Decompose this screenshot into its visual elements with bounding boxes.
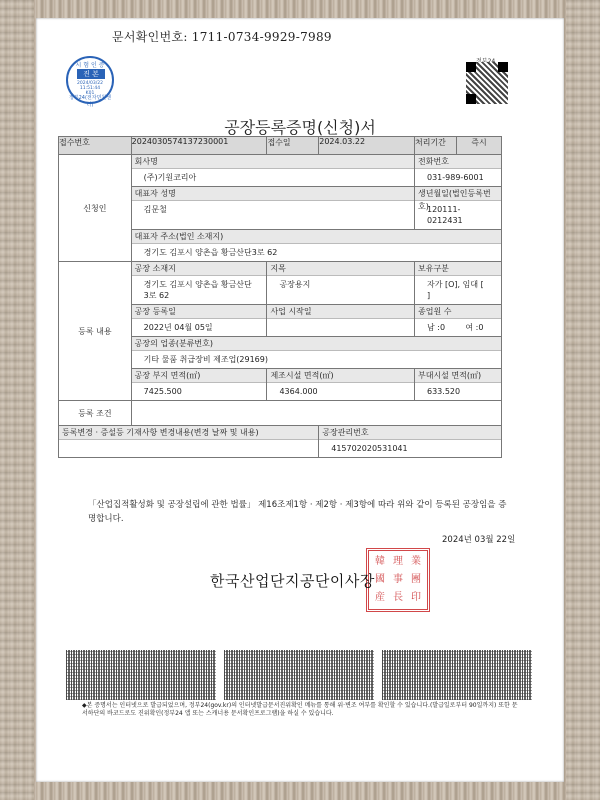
conditions-row	[59, 401, 502, 426]
certification-statement: 「산업집적활성화 및 공장설립에 관한 법률」 제16조제1항 · 제2항 · 제3항에 따라 위와 같이 등록된 공장임을 증명합니다.	[88, 500, 507, 524]
document-title: 공장등록증명(신청)서	[224, 118, 376, 137]
processing-value: 즉시	[456, 137, 501, 155]
mfg-area-label: 제조시설 면적(㎡)	[267, 369, 414, 383]
location-value: 경기도 김포시 양촌읍 황금산단3로 62	[143, 280, 252, 300]
seal-datetime: 2024/03/22 11:51:44 K01	[77, 81, 103, 96]
phone-value: 031-989-6001	[427, 173, 484, 182]
address-value: 경기도 김포시 양촌읍 황금산단3로 62	[143, 248, 278, 257]
verification-barcode-1	[66, 650, 216, 700]
location-label: 공장 소재지	[132, 262, 267, 276]
employees-value: 남 :0 여 :0	[427, 323, 484, 332]
conditions-label: 등록 조건	[59, 401, 132, 426]
site-area-label: 공장 부지 면적(㎡)	[132, 369, 267, 383]
verification-barcode-2	[224, 650, 374, 700]
birth-value: 120111-0212431	[427, 205, 463, 225]
site-area-value: 7425.500	[143, 387, 182, 396]
verification-barcode-3	[382, 650, 532, 700]
owner-value: 자가 [O], 임대 [ ]	[427, 280, 484, 300]
receipt-date-label: 접수일	[267, 137, 319, 155]
issue-date: 2024년 03월 22일	[442, 535, 516, 545]
company-value: (주)기원코리아	[143, 173, 197, 182]
document-number: 문서확인번호: 1711-0734-9929-7989	[112, 30, 332, 44]
registration-section-label: 등록 내용	[59, 262, 132, 401]
receipt-date: 2024.03.22	[319, 137, 415, 155]
industry-label: 공장의 업종(분류번호)	[132, 337, 501, 351]
owner-label: 보유구분	[415, 262, 501, 276]
seal-bottom-text: 정부24(전자민원센터)	[68, 95, 112, 108]
industry-value: 기타 물품 취급장비 제조업(29169)	[143, 355, 268, 364]
mfg-area-value: 4364.000	[279, 387, 318, 396]
seal-top-text: 시 험 인 증	[75, 62, 105, 69]
applicant-section-label: 신청인	[59, 155, 132, 262]
company-label: 회사명	[132, 155, 414, 169]
zone-label: 지목	[267, 262, 414, 276]
qr-code-icon	[466, 62, 508, 104]
aux-area-value: 633.520	[427, 387, 461, 396]
reg-date-value: 2022년 04월 05일	[143, 323, 213, 332]
changes-label: 등록변경 · 증설등 기재사항 변경내용(변경 날짜 및 내용)	[59, 426, 318, 440]
mgmt-no-value: 415702020531041	[331, 444, 408, 453]
applicant-row-1	[59, 155, 502, 187]
official-seal-icon: 韓 理 業 國 事 團 産 長 印	[366, 548, 430, 612]
registration-row-1	[59, 262, 502, 305]
changes-row	[59, 426, 502, 458]
employees-label: 종업원 수	[415, 305, 501, 319]
verification-footnote: ◆본 증명서는 인터넷으로 발급되었으며, 정부24(gov.kr)의 인터넷발급문서진위확인 메뉴를 통해 위·변조 여부를 확인할 수 있습니다.(발급일로부터 90일까지) 또한 문서하단의 바코드로도 진위확인(정부24 앱 또는 스캐너용 문서확인프로그램)을 하실 수 있습니다.	[82, 702, 518, 717]
authenticity-seal-icon	[66, 56, 114, 108]
reg-date-label: 공장 등록일	[132, 305, 267, 319]
registration-table	[58, 136, 502, 458]
mgmt-no-label: 공장관리번호	[319, 426, 501, 440]
receipt-no: 2024030574137230001	[131, 137, 267, 155]
zone-value: 공장용지	[279, 280, 311, 289]
start-value	[267, 319, 414, 325]
birth-label: 생년월일(법인등록번호)	[415, 187, 501, 201]
start-label: 사업 시작일	[267, 305, 414, 319]
seal-center-text: 진 본	[77, 69, 105, 79]
address-label: 대표자 주소(법인 소재지)	[132, 230, 501, 244]
receipt-no-label: 접수번호	[59, 137, 132, 155]
header-row	[59, 137, 502, 155]
issuer-name: 한국산업단지공단이사장	[210, 572, 375, 590]
processing-label: 처리기간	[415, 137, 457, 155]
rep-value: 김문철	[143, 205, 167, 214]
rep-label: 대표자 성명	[132, 187, 414, 201]
aux-area-label: 부대시설 면적(㎡)	[415, 369, 501, 383]
phone-label: 전화번호	[415, 155, 501, 169]
